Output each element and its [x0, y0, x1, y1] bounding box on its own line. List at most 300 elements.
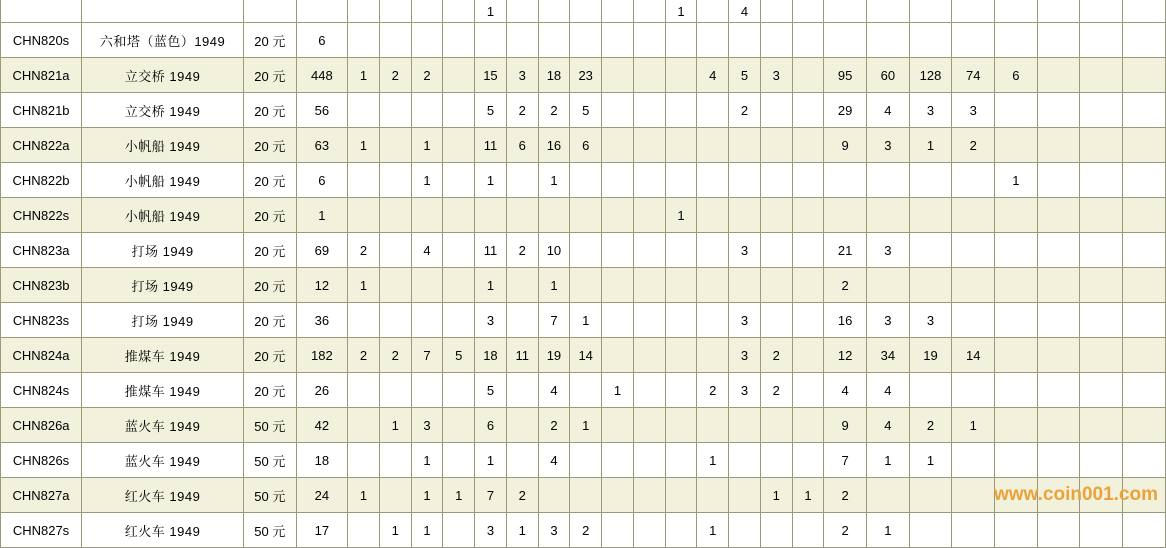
cell-g12[interactable] [697, 0, 729, 23]
cell-g9[interactable] [602, 128, 634, 163]
cell-code[interactable]: CHN827a [1, 478, 82, 513]
cell-g19[interactable] [952, 23, 995, 58]
cell-g7[interactable]: 19 [538, 338, 570, 373]
cell-name[interactable]: 小帆船 1949 [82, 128, 244, 163]
cell-name[interactable]: 立交桥 1949 [82, 58, 244, 93]
cell-g23[interactable] [1123, 128, 1166, 163]
cell-g9[interactable] [602, 58, 634, 93]
cell-g5[interactable]: 15 [475, 58, 507, 93]
cell-g15[interactable] [792, 233, 824, 268]
cell-g14[interactable] [760, 198, 792, 233]
cell-g4[interactable] [443, 23, 475, 58]
cell-g18[interactable]: 1 [909, 128, 952, 163]
cell-g17[interactable]: 3 [867, 233, 910, 268]
cell-g10[interactable] [633, 58, 665, 93]
cell-g17[interactable]: 3 [867, 128, 910, 163]
cell-price[interactable]: 50 元 [244, 408, 297, 443]
cell-g23[interactable] [1123, 373, 1166, 408]
cell-name[interactable]: 蓝火车 1949 [82, 408, 244, 443]
cell-g8[interactable]: 14 [570, 338, 602, 373]
cell-g16[interactable] [824, 23, 867, 58]
cell-g10[interactable] [633, 373, 665, 408]
cell-g11[interactable]: 1 [665, 0, 697, 23]
cell-g6[interactable] [506, 23, 538, 58]
cell-g21[interactable] [1037, 198, 1080, 233]
cell-g2[interactable] [379, 443, 411, 478]
cell-code[interactable]: CHN821a [1, 58, 82, 93]
cell-price[interactable]: 20 元 [244, 303, 297, 338]
cell-g10[interactable] [633, 478, 665, 513]
cell-g10[interactable] [633, 443, 665, 478]
cell-g3[interactable]: 1 [411, 478, 443, 513]
cell-g23[interactable] [1123, 58, 1166, 93]
cell-g11[interactable] [665, 408, 697, 443]
cell-g2[interactable] [379, 163, 411, 198]
cell-g11[interactable] [665, 128, 697, 163]
cell-g5[interactable]: 11 [475, 233, 507, 268]
cell-g4[interactable] [443, 198, 475, 233]
cell-g18[interactable]: 19 [909, 338, 952, 373]
cell-g15[interactable] [792, 338, 824, 373]
cell-g21[interactable] [1037, 268, 1080, 303]
cell-code[interactable] [1, 0, 82, 23]
cell-total[interactable]: 36 [296, 303, 347, 338]
cell-g10[interactable] [633, 0, 665, 23]
cell-g11[interactable] [665, 58, 697, 93]
cell-g17[interactable]: 1 [867, 513, 910, 548]
cell-g22[interactable] [1080, 478, 1123, 513]
cell-g17[interactable] [867, 23, 910, 58]
cell-code[interactable]: CHN826s [1, 443, 82, 478]
cell-g20[interactable] [995, 93, 1038, 128]
cell-code[interactable]: CHN824a [1, 338, 82, 373]
cell-g1[interactable] [348, 163, 380, 198]
cell-g4[interactable] [443, 373, 475, 408]
cell-g10[interactable] [633, 198, 665, 233]
cell-g23[interactable] [1123, 23, 1166, 58]
cell-g7[interactable]: 1 [538, 268, 570, 303]
cell-g15[interactable] [792, 93, 824, 128]
cell-total[interactable]: 182 [296, 338, 347, 373]
cell-g21[interactable] [1037, 128, 1080, 163]
cell-g8[interactable] [570, 0, 602, 23]
cell-g15[interactable] [792, 198, 824, 233]
cell-g3[interactable]: 1 [411, 443, 443, 478]
cell-g22[interactable] [1080, 408, 1123, 443]
cell-g10[interactable] [633, 93, 665, 128]
cell-g16[interactable]: 21 [824, 233, 867, 268]
cell-g21[interactable] [1037, 93, 1080, 128]
cell-g9[interactable] [602, 513, 634, 548]
cell-price[interactable]: 50 元 [244, 513, 297, 548]
cell-g21[interactable] [1037, 163, 1080, 198]
cell-g3[interactable]: 4 [411, 233, 443, 268]
cell-total[interactable]: 24 [296, 478, 347, 513]
cell-g20[interactable] [995, 373, 1038, 408]
cell-g9[interactable] [602, 408, 634, 443]
cell-g9[interactable] [602, 478, 634, 513]
cell-g23[interactable] [1123, 513, 1166, 548]
cell-g9[interactable] [602, 338, 634, 373]
cell-g5[interactable]: 1 [475, 0, 507, 23]
cell-g3[interactable]: 2 [411, 58, 443, 93]
cell-g20[interactable] [995, 478, 1038, 513]
cell-total[interactable]: 26 [296, 373, 347, 408]
cell-g13[interactable] [729, 478, 761, 513]
cell-g14[interactable] [760, 23, 792, 58]
cell-g3[interactable] [411, 303, 443, 338]
cell-g23[interactable] [1123, 198, 1166, 233]
cell-g12[interactable] [697, 128, 729, 163]
cell-g18[interactable] [909, 233, 952, 268]
cell-g13[interactable] [729, 513, 761, 548]
cell-g19[interactable]: 2 [952, 128, 995, 163]
cell-code[interactable]: CHN824s [1, 373, 82, 408]
cell-g14[interactable] [760, 0, 792, 23]
cell-price[interactable]: 20 元 [244, 233, 297, 268]
cell-g6[interactable]: 3 [506, 58, 538, 93]
cell-g11[interactable] [665, 513, 697, 548]
cell-g7[interactable] [538, 23, 570, 58]
cell-g6[interactable] [506, 0, 538, 23]
cell-name[interactable]: 六和塔（蓝色）1949 [82, 23, 244, 58]
cell-g18[interactable] [909, 373, 952, 408]
cell-g6[interactable]: 2 [506, 93, 538, 128]
cell-g1[interactable] [348, 443, 380, 478]
cell-g15[interactable] [792, 163, 824, 198]
cell-g8[interactable]: 1 [570, 408, 602, 443]
cell-g16[interactable]: 2 [824, 478, 867, 513]
cell-g14[interactable] [760, 513, 792, 548]
cell-g21[interactable] [1037, 373, 1080, 408]
cell-g21[interactable] [1037, 478, 1080, 513]
cell-g16[interactable]: 2 [824, 513, 867, 548]
cell-name[interactable]: 蓝火车 1949 [82, 443, 244, 478]
cell-g7[interactable] [538, 0, 570, 23]
cell-price[interactable]: 50 元 [244, 443, 297, 478]
cell-g23[interactable] [1123, 233, 1166, 268]
cell-g18[interactable] [909, 513, 952, 548]
cell-g5[interactable]: 5 [475, 373, 507, 408]
cell-g23[interactable] [1123, 163, 1166, 198]
cell-g3[interactable]: 1 [411, 128, 443, 163]
cell-g22[interactable] [1080, 23, 1123, 58]
cell-g1[interactable]: 1 [348, 128, 380, 163]
cell-g19[interactable]: 3 [952, 93, 995, 128]
cell-g20[interactable] [995, 443, 1038, 478]
cell-g3[interactable] [411, 268, 443, 303]
cell-g19[interactable] [952, 233, 995, 268]
cell-g15[interactable] [792, 443, 824, 478]
cell-g21[interactable] [1037, 303, 1080, 338]
cell-g1[interactable]: 2 [348, 233, 380, 268]
cell-g3[interactable] [411, 373, 443, 408]
cell-code[interactable]: CHN826a [1, 408, 82, 443]
cell-g14[interactable]: 2 [760, 373, 792, 408]
cell-g17[interactable] [867, 268, 910, 303]
cell-g20[interactable] [995, 408, 1038, 443]
cell-code[interactable]: CHN820s [1, 23, 82, 58]
cell-g6[interactable] [506, 408, 538, 443]
cell-g6[interactable] [506, 373, 538, 408]
cell-name[interactable]: 打场 1949 [82, 233, 244, 268]
cell-g14[interactable] [760, 303, 792, 338]
cell-g2[interactable] [379, 303, 411, 338]
cell-g8[interactable] [570, 443, 602, 478]
cell-g22[interactable] [1080, 163, 1123, 198]
cell-g9[interactable] [602, 443, 634, 478]
cell-g18[interactable] [909, 163, 952, 198]
cell-g10[interactable] [633, 268, 665, 303]
cell-g15[interactable] [792, 0, 824, 23]
cell-g6[interactable] [506, 163, 538, 198]
cell-g9[interactable]: 1 [602, 373, 634, 408]
cell-g15[interactable] [792, 23, 824, 58]
cell-code[interactable]: CHN822s [1, 198, 82, 233]
cell-g12[interactable] [697, 23, 729, 58]
cell-g4[interactable] [443, 163, 475, 198]
cell-g10[interactable] [633, 338, 665, 373]
cell-g17[interactable]: 4 [867, 408, 910, 443]
cell-g5[interactable] [475, 23, 507, 58]
cell-g2[interactable] [379, 268, 411, 303]
cell-g17[interactable] [867, 478, 910, 513]
cell-g15[interactable] [792, 513, 824, 548]
cell-name[interactable] [82, 0, 244, 23]
cell-g1[interactable] [348, 513, 380, 548]
cell-g22[interactable] [1080, 443, 1123, 478]
cell-price[interactable]: 20 元 [244, 23, 297, 58]
cell-g13[interactable] [729, 23, 761, 58]
cell-g16[interactable]: 12 [824, 338, 867, 373]
cell-g16[interactable]: 9 [824, 128, 867, 163]
cell-g9[interactable] [602, 23, 634, 58]
cell-g11[interactable] [665, 233, 697, 268]
cell-g13[interactable] [729, 408, 761, 443]
cell-g16[interactable]: 9 [824, 408, 867, 443]
cell-price[interactable] [244, 0, 297, 23]
cell-g3[interactable] [411, 23, 443, 58]
cell-g9[interactable] [602, 303, 634, 338]
cell-g22[interactable] [1080, 58, 1123, 93]
cell-g20[interactable] [995, 198, 1038, 233]
cell-g17[interactable] [867, 198, 910, 233]
cell-g13[interactable] [729, 268, 761, 303]
cell-g8[interactable]: 2 [570, 513, 602, 548]
cell-g17[interactable]: 4 [867, 93, 910, 128]
cell-g9[interactable] [602, 0, 634, 23]
cell-g13[interactable]: 2 [729, 93, 761, 128]
cell-total[interactable]: 1 [296, 198, 347, 233]
cell-g8[interactable] [570, 268, 602, 303]
cell-g2[interactable] [379, 128, 411, 163]
cell-g14[interactable] [760, 408, 792, 443]
cell-g4[interactable] [443, 513, 475, 548]
cell-g14[interactable] [760, 233, 792, 268]
cell-g22[interactable] [1080, 513, 1123, 548]
cell-g6[interactable] [506, 268, 538, 303]
cell-g7[interactable]: 4 [538, 443, 570, 478]
cell-g4[interactable] [443, 128, 475, 163]
cell-g18[interactable] [909, 23, 952, 58]
cell-g8[interactable] [570, 233, 602, 268]
cell-g15[interactable] [792, 58, 824, 93]
cell-g8[interactable]: 23 [570, 58, 602, 93]
cell-g20[interactable] [995, 268, 1038, 303]
cell-g19[interactable] [952, 478, 995, 513]
cell-g10[interactable] [633, 233, 665, 268]
cell-g2[interactable] [379, 478, 411, 513]
cell-g12[interactable]: 1 [697, 513, 729, 548]
cell-total[interactable]: 42 [296, 408, 347, 443]
cell-g23[interactable] [1123, 408, 1166, 443]
cell-name[interactable]: 红火车 1949 [82, 513, 244, 548]
cell-g3[interactable] [411, 0, 443, 23]
cell-name[interactable]: 推煤车 1949 [82, 373, 244, 408]
cell-price[interactable]: 20 元 [244, 373, 297, 408]
cell-g5[interactable]: 7 [475, 478, 507, 513]
cell-g22[interactable] [1080, 303, 1123, 338]
cell-g12[interactable] [697, 198, 729, 233]
cell-g5[interactable]: 3 [475, 303, 507, 338]
cell-g1[interactable] [348, 93, 380, 128]
cell-g5[interactable]: 18 [475, 338, 507, 373]
cell-price[interactable]: 20 元 [244, 93, 297, 128]
cell-total[interactable]: 6 [296, 163, 347, 198]
cell-g8[interactable]: 1 [570, 303, 602, 338]
cell-g2[interactable]: 1 [379, 408, 411, 443]
cell-g2[interactable] [379, 198, 411, 233]
cell-g12[interactable] [697, 478, 729, 513]
cell-g17[interactable]: 1 [867, 443, 910, 478]
cell-g20[interactable]: 1 [995, 163, 1038, 198]
cell-g17[interactable]: 3 [867, 303, 910, 338]
cell-g22[interactable] [1080, 0, 1123, 23]
cell-g1[interactable] [348, 408, 380, 443]
cell-g7[interactable]: 2 [538, 408, 570, 443]
cell-g13[interactable]: 3 [729, 338, 761, 373]
cell-g13[interactable]: 5 [729, 58, 761, 93]
cell-g22[interactable] [1080, 373, 1123, 408]
cell-g13[interactable]: 3 [729, 303, 761, 338]
cell-g12[interactable] [697, 163, 729, 198]
cell-g6[interactable] [506, 303, 538, 338]
cell-g11[interactable] [665, 93, 697, 128]
cell-g17[interactable]: 60 [867, 58, 910, 93]
cell-g21[interactable] [1037, 443, 1080, 478]
cell-g15[interactable] [792, 128, 824, 163]
cell-g16[interactable]: 7 [824, 443, 867, 478]
cell-g19[interactable] [952, 268, 995, 303]
cell-g14[interactable] [760, 443, 792, 478]
cell-g12[interactable] [697, 93, 729, 128]
cell-g10[interactable] [633, 408, 665, 443]
cell-g8[interactable] [570, 198, 602, 233]
cell-g19[interactable] [952, 443, 995, 478]
cell-code[interactable]: CHN823a [1, 233, 82, 268]
cell-name[interactable]: 红火车 1949 [82, 478, 244, 513]
cell-g17[interactable] [867, 0, 910, 23]
cell-g23[interactable] [1123, 478, 1166, 513]
cell-g5[interactable]: 5 [475, 93, 507, 128]
cell-g7[interactable] [538, 198, 570, 233]
cell-g20[interactable]: 6 [995, 58, 1038, 93]
cell-g11[interactable]: 1 [665, 198, 697, 233]
cell-g18[interactable]: 128 [909, 58, 952, 93]
cell-price[interactable]: 20 元 [244, 163, 297, 198]
cell-code[interactable]: CHN822b [1, 163, 82, 198]
cell-total[interactable] [296, 0, 347, 23]
cell-g5[interactable]: 1 [475, 268, 507, 303]
cell-g2[interactable] [379, 0, 411, 23]
cell-g1[interactable] [348, 198, 380, 233]
cell-g3[interactable] [411, 198, 443, 233]
cell-g22[interactable] [1080, 233, 1123, 268]
cell-g1[interactable]: 2 [348, 338, 380, 373]
cell-g3[interactable] [411, 93, 443, 128]
cell-g22[interactable] [1080, 338, 1123, 373]
cell-total[interactable]: 18 [296, 443, 347, 478]
cell-g14[interactable]: 1 [760, 478, 792, 513]
cell-g5[interactable] [475, 198, 507, 233]
cell-total[interactable]: 6 [296, 23, 347, 58]
cell-g8[interactable] [570, 478, 602, 513]
cell-g2[interactable]: 2 [379, 338, 411, 373]
cell-g10[interactable] [633, 23, 665, 58]
cell-g19[interactable] [952, 198, 995, 233]
cell-g13[interactable]: 4 [729, 0, 761, 23]
cell-g2[interactable] [379, 373, 411, 408]
cell-g7[interactable]: 4 [538, 373, 570, 408]
cell-g12[interactable] [697, 303, 729, 338]
cell-g20[interactable] [995, 233, 1038, 268]
cell-g1[interactable] [348, 0, 380, 23]
cell-g2[interactable] [379, 23, 411, 58]
cell-g21[interactable] [1037, 408, 1080, 443]
cell-g2[interactable]: 2 [379, 58, 411, 93]
cell-g5[interactable]: 1 [475, 163, 507, 198]
cell-g7[interactable]: 16 [538, 128, 570, 163]
cell-g22[interactable] [1080, 93, 1123, 128]
cell-g9[interactable] [602, 93, 634, 128]
cell-g11[interactable] [665, 443, 697, 478]
cell-g23[interactable] [1123, 303, 1166, 338]
cell-price[interactable]: 20 元 [244, 198, 297, 233]
cell-total[interactable]: 12 [296, 268, 347, 303]
cell-g17[interactable]: 4 [867, 373, 910, 408]
cell-g18[interactable]: 2 [909, 408, 952, 443]
cell-g6[interactable] [506, 443, 538, 478]
cell-g5[interactable]: 6 [475, 408, 507, 443]
cell-g16[interactable] [824, 198, 867, 233]
cell-g19[interactable]: 74 [952, 58, 995, 93]
cell-g18[interactable] [909, 198, 952, 233]
cell-name[interactable]: 立交桥 1949 [82, 93, 244, 128]
cell-g19[interactable] [952, 163, 995, 198]
cell-g18[interactable] [909, 0, 952, 23]
cell-g19[interactable] [952, 303, 995, 338]
cell-g12[interactable] [697, 233, 729, 268]
cell-g15[interactable] [792, 303, 824, 338]
cell-g6[interactable] [506, 198, 538, 233]
cell-g11[interactable] [665, 373, 697, 408]
cell-g12[interactable] [697, 338, 729, 373]
cell-g14[interactable]: 2 [760, 338, 792, 373]
cell-g15[interactable] [792, 373, 824, 408]
cell-g6[interactable]: 1 [506, 513, 538, 548]
cell-g4[interactable] [443, 93, 475, 128]
cell-g10[interactable] [633, 128, 665, 163]
